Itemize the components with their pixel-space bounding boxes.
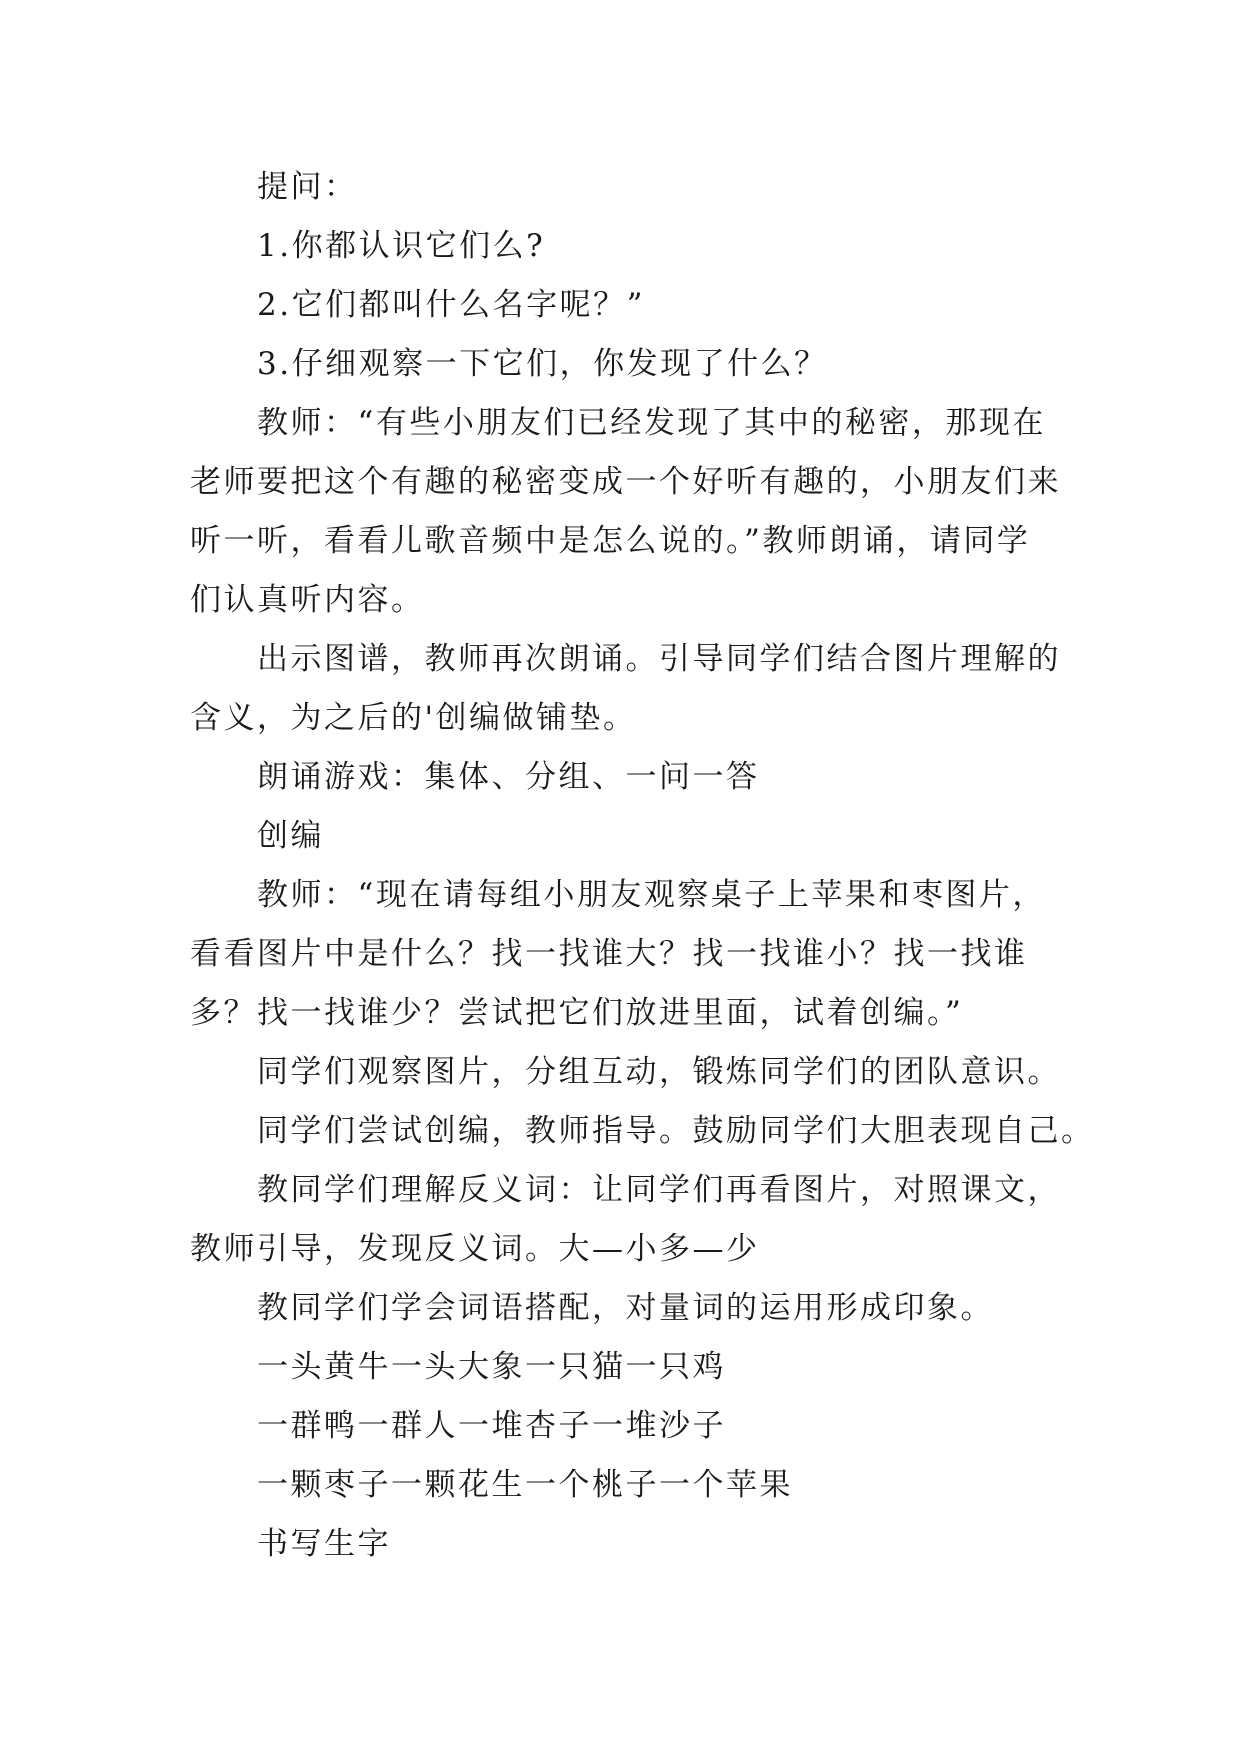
text-line: 们认真听内容。 — [190, 582, 425, 618]
text-line: 一群鸭一群人一堆杏子一堆沙子 — [257, 1408, 726, 1444]
text-line: 朗诵游戏：集体、分组、一问一答 — [257, 759, 760, 795]
text-line: 教同学们学会词语搭配，对量词的运用形成印象。 — [257, 1290, 994, 1326]
text-line: 书写生字 — [257, 1526, 391, 1562]
text-line: 一颗枣子一颗花生一个桃子一个苹果 — [257, 1467, 793, 1503]
text-line: 教师：“现在请每组小朋友观察桌子上苹果和枣图片， — [257, 877, 1046, 913]
text-line: 创编 — [257, 818, 324, 854]
text-line: 老师要把这个有趣的秘密变成一个好听有趣的，小朋友们来 — [190, 464, 1061, 500]
text-line: 2.它们都叫什么名字呢？” — [257, 287, 645, 323]
text-line: 1.你都认识它们么? — [257, 228, 546, 264]
text-line: 同学们观察图片，分组互动，锻炼同学们的团队意识。 — [257, 1054, 1061, 1090]
text-line: 一头黄牛一头大象一只猫一只鸡 — [257, 1349, 726, 1385]
text-line: 教师：“有些小朋友们已经发现了其中的秘密，那现在 — [257, 405, 1046, 441]
text-line: 多？找一找谁少？尝试把它们放进里面，试着创编。” — [190, 995, 964, 1031]
text-line: 含义，为之后的'创编做铺垫。 — [190, 700, 637, 736]
body-text — [190, 158, 1095, 1574]
text-line: 提问： — [257, 169, 358, 205]
text-line: 听一听，看看儿歌音频中是怎么说的。”教师朗诵，请同学 — [190, 523, 1031, 559]
text-line: 3.仔细观察一下它们，你发现了什么？ — [257, 346, 828, 382]
text-line: 教师引导，发现反义词。大—小多—少 — [190, 1231, 760, 1267]
text-line: 出示图谱，教师再次朗诵。引导同学们结合图片理解的 — [257, 641, 1061, 677]
text-line: 看看图片中是什么？找一找谁大？找一找谁小？找一找谁 — [190, 936, 1028, 972]
text-line: 同学们尝试创编，教师指导。鼓励同学们大胆表现自己。 — [257, 1113, 1095, 1149]
text-line: 教同学们理解反义词：让同学们再看图片，对照课文， — [257, 1172, 1061, 1208]
